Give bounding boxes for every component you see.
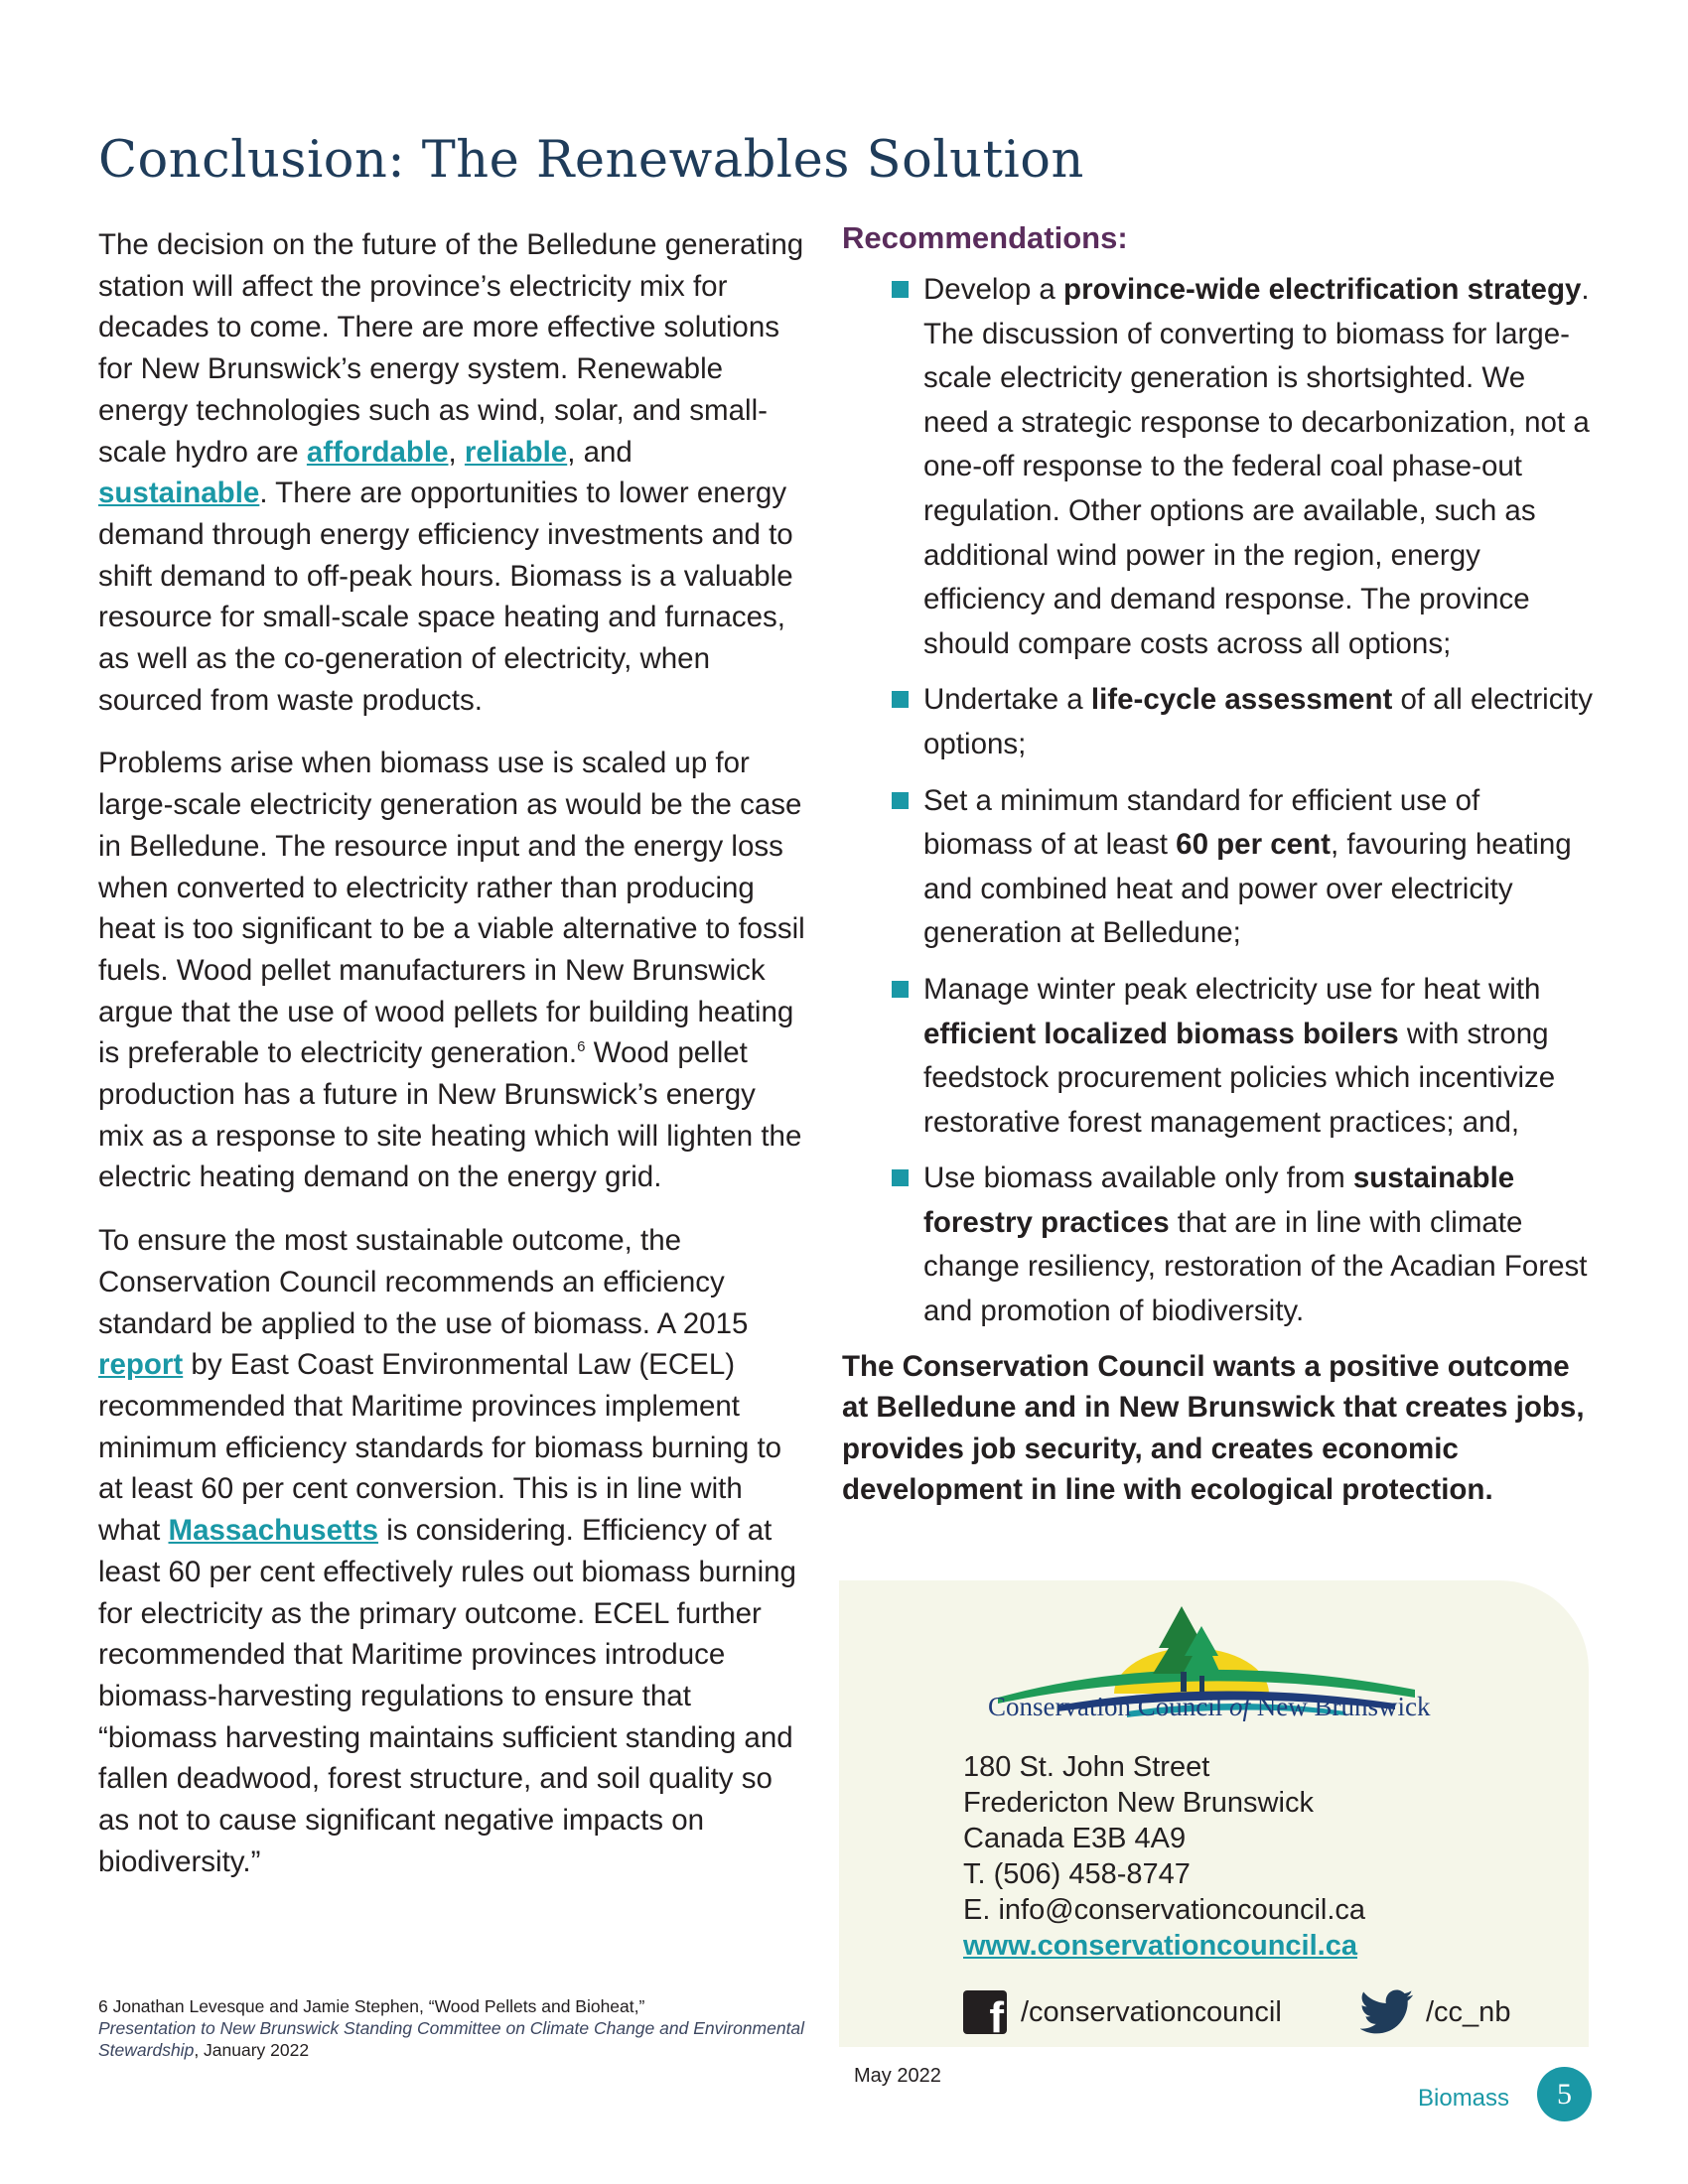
phone-number: T. (506) 458-8747 <box>963 1858 1191 1890</box>
footnote-ref: 6 <box>577 1038 586 1056</box>
recommendations-list <box>842 268 1597 1334</box>
list-item: Undertake a life-cycle assessment of all electricity options; <box>842 678 1597 766</box>
contact-card <box>839 1580 1589 2047</box>
facebook-label: /conservationcouncil <box>1021 1995 1282 2028</box>
address-street: 180 St. John Street <box>963 1751 1210 1783</box>
link-massachusetts[interactable]: Massachusetts <box>168 1514 379 1548</box>
twitter-handle[interactable] <box>1360 1987 1510 2037</box>
link-sustainable[interactable]: sustainable <box>98 477 260 510</box>
address-country-postal: Canada E3B 4A9 <box>963 1823 1187 1854</box>
list-item: Manage winter peak electricity use for heat with efficient localized biomass boilers with strong feedstock procurement policies which incentivize restorative forest management practices; and, <box>842 968 1597 1145</box>
list-item: Set a minimum standard for efficient use of biomass of at least 60 per cent, favouring heating and combined heat and power over electricity generation at Belledune; <box>842 779 1597 956</box>
paragraph-2: Problems arise when biomass use is scaled up for large-scale electricity generation as would be the case in Belledune. The resource input and the energy loss when converted to electricity rather than producing heat is too significant to be a viable alternative to fossil fuels. Wood pellet manufacturers in New Brunswick argue that the use of wood pellets for building heating is preferable to electricity generation.$^6$ Wood pellet production has a future in New Brunswick’s energy mix as a response to site heating which will lighten the electric heating demand on the energy grid. <box>98 747 805 1194</box>
link-report[interactable]: report <box>98 1348 184 1382</box>
address-city: Fredericton New Brunswick <box>963 1787 1314 1819</box>
list-item: Develop a province-wide electrification strategy. The discussion of converting to biomass for large-scale electricity generation is shortsighted. We need a strategic response to decarbonization, not a one-off response to the federal coal phase-out regulation. Other options are available, such as additional wind power in the region, energy efficiency and demand response. The province should compare costs across all options; <box>842 268 1597 666</box>
email-address: E. info@conservationcouncil.ca <box>963 1894 1366 1926</box>
list-item: Use biomass available only from sustainable forestry practices that are in line with climate change resiliency, restoration of the Acadian Forest and promotion of biodiversity. <box>842 1157 1597 1333</box>
facebook-handle[interactable] <box>963 1987 1282 2037</box>
website-link[interactable]: www.conservationcouncil.ca <box>963 1930 1357 1962</box>
page-number-badge: 5 <box>1537 2067 1592 2121</box>
footnote: 6 Jonathan Levesque and Jamie Stephen, “Wood Pellets and Bioheat,” Presentation to New Brunswick Standing Committee on Climate Change and Environmental Stewardship, January 2022 <box>98 1996 805 2060</box>
recommendations-heading: Recommendations: <box>842 220 1128 255</box>
facebook-icon: f <box>963 1990 1007 2034</box>
organization-name: Conservation Council of New Brunswick <box>988 1692 1431 1721</box>
contact-address <box>963 1749 1365 1964</box>
square-bullet-icon <box>892 981 909 998</box>
page-title: Conclusion: The Renewables Solution <box>98 131 1084 190</box>
square-bullet-icon <box>892 792 909 809</box>
paragraph-1: The decision on the future of the Belledune generating station will affect the province’s electricity mix for decades to come. There are more effective solutions for New Brunswick’s energy system. Renewable energy technologies such as wind, solar, and small-scale hydro are affordable, reliable, and sustainable. There are opportunities to lower energy demand through energy efficiency investments and to shift demand to off-peak hours. Biomass is a valuable resource for small-scale space heating and furnaces, as well as the co-generation of electricity, when sourced from waste products. <box>98 228 804 717</box>
square-bullet-icon <box>892 1169 909 1186</box>
footer-section-label: Biomass <box>1418 2085 1510 2112</box>
link-affordable[interactable]: affordable <box>306 435 449 469</box>
right-column <box>842 220 1597 1511</box>
twitter-label: /cc_nb <box>1426 1995 1511 2028</box>
left-column <box>98 224 808 1904</box>
paragraph-3: To ensure the most sustainable outcome, the Conservation Council recommends an efficiency standard be applied to the use of biomass. A 2015 report by East Coast Environmental Law (ECEL) recommended that Maritime provinces implement minimum efficiency standards for biomass burning to at least 60 per cent conversion. This is in line with what Massachusetts is considering. Efficiency of at least 60 per cent effectively rules out biomass burning for electricity as the primary outcome. ECEL further recommended that Maritime provinces introduce biomass-harvesting regulations to ensure that “biomass harvesting maintains sufficient standing and fallen deadwood, forest structure, and soil quality so as not to cause significant negative impacts on biodiversity.” <box>98 1224 796 1878</box>
square-bullet-icon <box>892 691 909 708</box>
closing-statement: The Conservation Council wants a positive outcome at Belledune and in New Brunswick that creates jobs, provides job security, and creates economic development in line with ecological protection. <box>842 1349 1585 1507</box>
link-reliable[interactable]: reliable <box>464 435 568 469</box>
square-bullet-icon <box>892 281 909 298</box>
twitter-bird-icon <box>1360 1989 1414 2035</box>
publication-date: May 2022 <box>854 2065 941 2087</box>
